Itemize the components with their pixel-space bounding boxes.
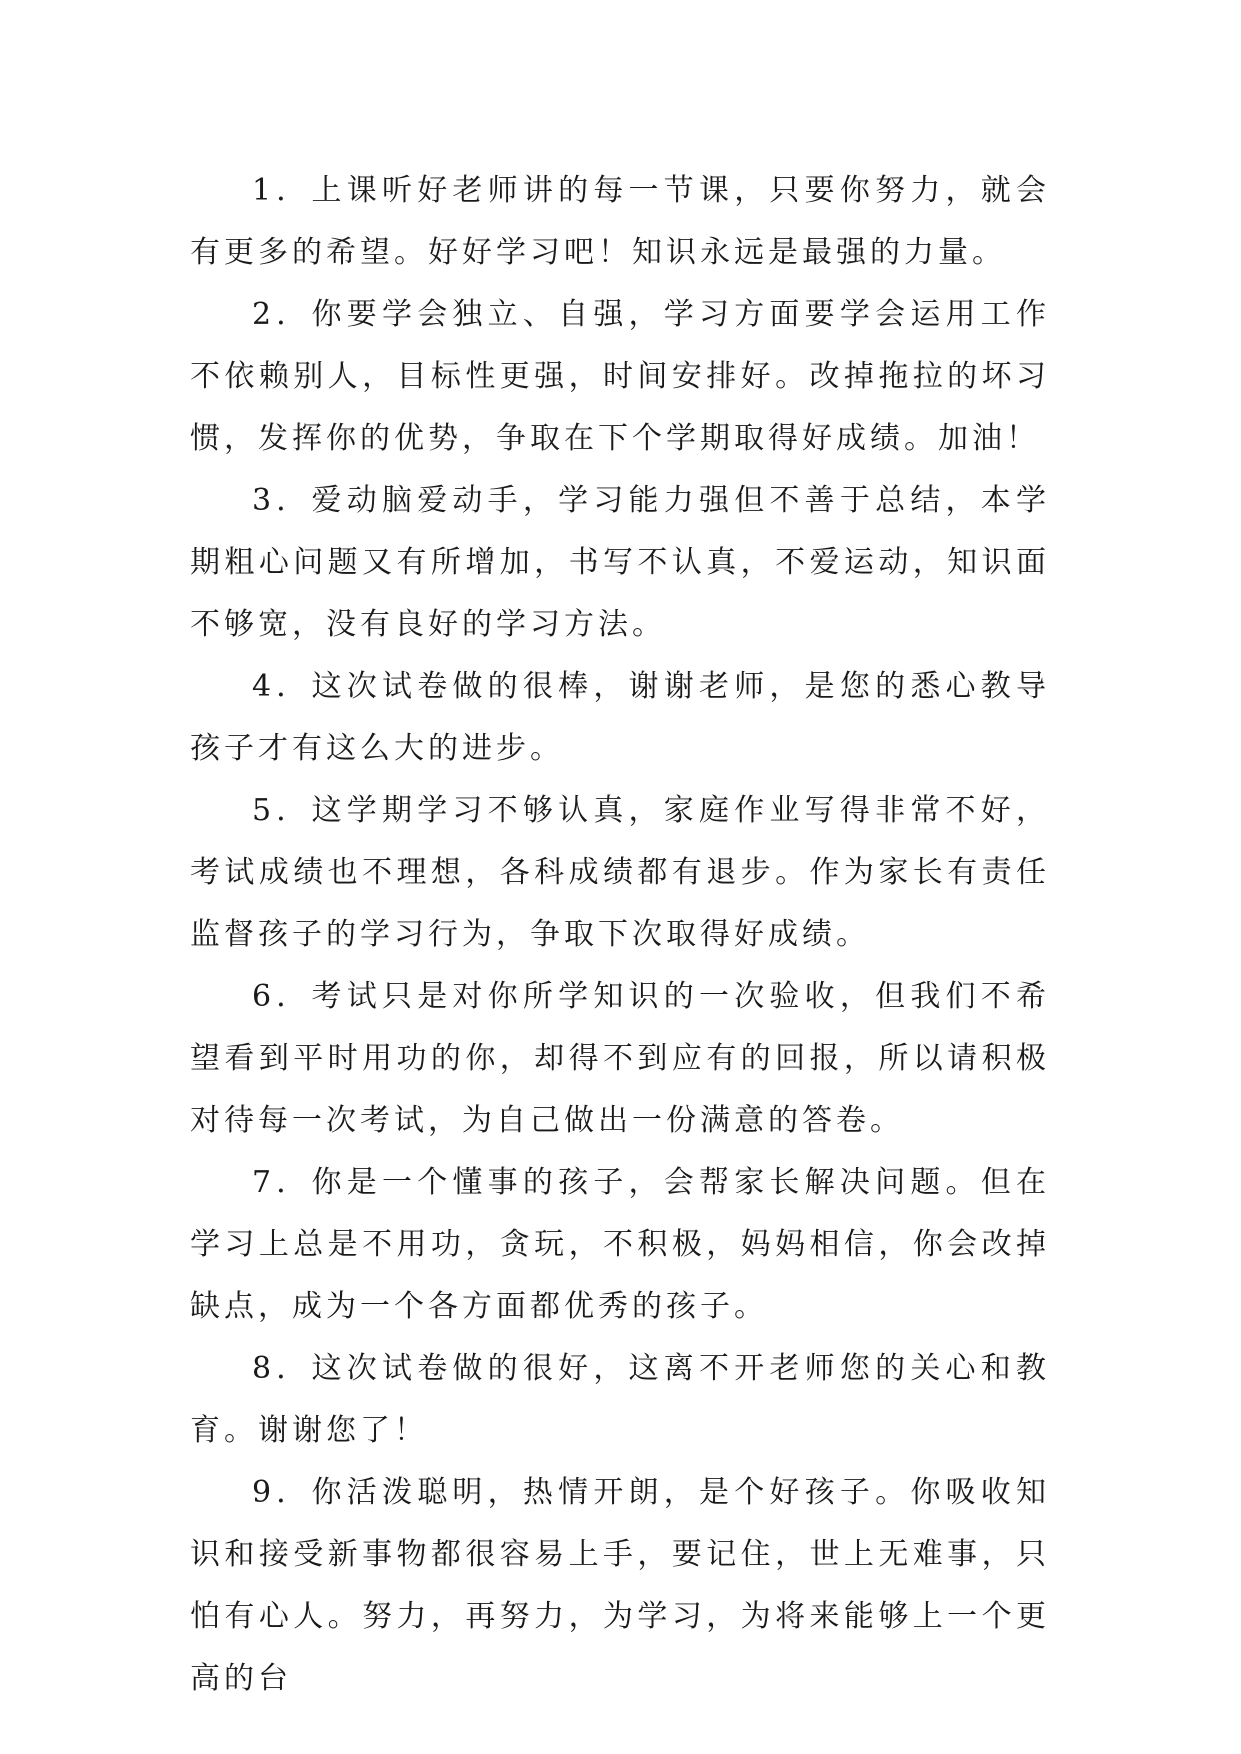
paragraph-5: 5．这学期学习不够认真，家庭作业写得非常不好，考试成绩也不理想，各科成绩都有退步。作为家长有责任监督孩子的学习行为，争取下次取得好成绩。 [190, 793, 1050, 952]
paragraph-2: 2．你要学会独立、自强，学习方面要学会运用工作不依赖别人，目标性更强，时间安排好。改掉拖拉的坏习惯，发挥你的优势，争取在下个学期取得好成绩。加油！ [190, 297, 1050, 456]
paragraph-6: 6．考试只是对你所学知识的一次验收，但我们不希望看到平时用功的你，却得不到应有的回报，所以请积极对待每一次考试，为自己做出一份满意的答卷。 [190, 979, 1050, 1138]
paragraph-4: 4．这次试卷做的很棒，谢谢老师，是您的悉心教导孩子才有这么大的进步。 [190, 669, 1050, 766]
document-page [190, 160, 1050, 1710]
paragraph-7: 7．你是一个懂事的孩子，会帮家长解决问题。但在学习上总是不用功，贪玩，不积极，妈妈相信，你会改掉缺点，成为一个各方面都优秀的孩子。 [190, 1165, 1050, 1324]
paragraph-9: 9．你活泼聪明，热情开朗，是个好孩子。你吸收知识和接受新事物都很容易上手，要记住，世上无难事，只怕有心人。努力，再努力，为学习，为将来能够上一个更高的台 [190, 1475, 1050, 1696]
paragraph-3: 3．爱动脑爱动手，学习能力强但不善于总结，本学期粗心问题又有所增加，书写不认真，不爱运动，知识面不够宽，没有良好的学习方法。 [190, 483, 1050, 642]
paragraph-8: 8．这次试卷做的很好，这离不开老师您的关心和教育。谢谢您了！ [190, 1351, 1050, 1448]
paragraph-1: 1．上课听好老师讲的每一节课，只要你努力，就会有更多的希望。好好学习吧！知识永远是最强的力量。 [190, 173, 1050, 270]
